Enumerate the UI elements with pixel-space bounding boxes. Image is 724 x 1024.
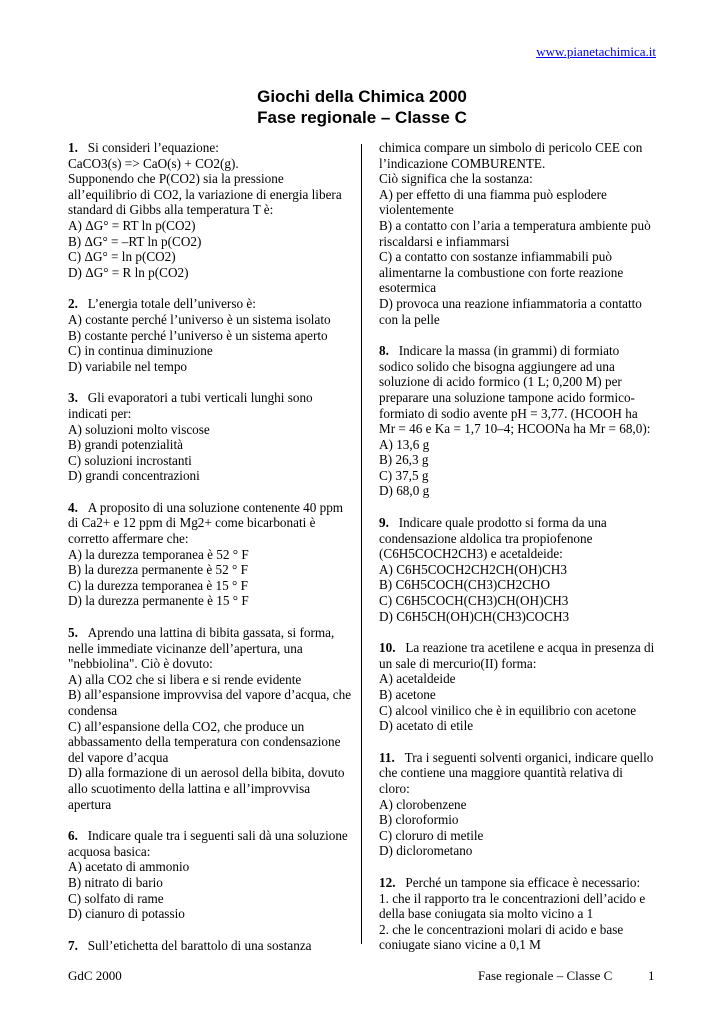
- question-5: [68, 625, 352, 812]
- question-text: L’energia totale dell’universo è:: [87, 296, 256, 312]
- option-a: A) la durezza temporanea è 52 ° F: [68, 546, 249, 562]
- column-divider: [361, 144, 362, 944]
- question-1: [68, 140, 352, 280]
- option-a: A) ΔG° = RT ln p(CO2): [68, 217, 196, 233]
- question-number: 3.: [68, 390, 78, 406]
- question-7-start: [68, 938, 352, 954]
- right-column: [379, 140, 656, 969]
- option-d: D) 68,0 g: [379, 483, 430, 499]
- option-c: C) solfato di rame: [68, 890, 164, 906]
- question-2: [68, 296, 352, 374]
- condition-2: 2. che le concentrazioni molari di acido e base coniugate siano vicine a 0,1 M: [379, 921, 624, 953]
- option-a: A) clorobenzene: [379, 796, 467, 812]
- option-d: D) variabile nel tempo: [68, 358, 188, 374]
- option-d: D) C6H5CH(OH)CH(CH3)COCH3: [379, 608, 570, 624]
- option-b: B) all’espansione improvvisa del vapore d’acqua, che condensa: [68, 687, 352, 718]
- question-10: [379, 640, 656, 734]
- question-subtext: Ciò significa che la sostanza:: [379, 171, 533, 187]
- option-b: B) grandi potenzialità: [68, 437, 183, 453]
- option-b: B) la durezza permanente è 52 ° F: [68, 562, 248, 578]
- question-text: Indicare quale tra i seguenti sali dà una soluzione acquosa basica:: [68, 828, 348, 859]
- option-c: C) la durezza temporanea è 15 ° F: [68, 577, 248, 593]
- option-a: A) alla CO2 che si libera e si rende evidente: [68, 671, 302, 687]
- option-c: C) soluzioni incrostanti: [68, 452, 192, 468]
- question-number: 8.: [379, 343, 389, 359]
- question-7-continued: [379, 140, 656, 327]
- option-d: D) provoca una reazione infiammatoria a contatto con la pelle: [379, 295, 642, 327]
- question-number: 12.: [379, 874, 396, 890]
- question-number: 4.: [68, 499, 78, 515]
- equation: CaCO3(s) => CaO(s) + CO2(g).: [68, 155, 239, 171]
- question-text: Indicare la massa (in grammi) di formiato sodico solido che bisogna aggiungere ad una soluzione di acido formico (1 L; 0,200 M) per preparare una soluzione tampone acido formico-formiato di sodio avente pH = 3,77. (HCOOH ha Mr = 46 e Ka = 1,7 10–4; HCOONa ha Mr = 68,0):: [379, 343, 651, 437]
- option-b: B) acetone: [379, 687, 436, 702]
- question-stem: Si consideri l’equazione:: [87, 140, 219, 155]
- option-c: C) alcool vinilico che è in equilibrio con acetone: [379, 702, 637, 718]
- question-6: [68, 828, 352, 922]
- question-text: Aprendo una lattina di bibita gassata, si forma, nelle immediate vicinanze dell’apertura, una "nebbiolina". Ciò è dovuto:: [68, 625, 335, 672]
- option-a: A) costante perché l’universo è un sistema isolato: [68, 311, 331, 327]
- question-number: 9.: [379, 515, 389, 531]
- question-text: Sull’etichetta del barattolo di una sostanza: [87, 937, 312, 953]
- question-8: [379, 343, 656, 499]
- source-url[interactable]: www.pianetachimica.it: [536, 44, 656, 59]
- title-line-1: Giochi della Chimica 2000: [257, 87, 467, 106]
- option-d: D) la durezza permanente è 15 ° F: [68, 593, 249, 609]
- question-number: 7.: [68, 937, 78, 953]
- question-text: Gli evaporatori a tubi verticali lunghi sono indicati per:: [68, 390, 313, 421]
- option-c: C) in continua diminuzione: [68, 343, 213, 359]
- page-title: [0, 86, 724, 128]
- title-line-2: Fase regionale – Classe C: [257, 108, 467, 127]
- question-9: [379, 515, 656, 624]
- question-text: Indicare quale prodotto si forma da una condensazione aldolica tra propiofenone (C6H5COCH2CH3) e acetaldeide:: [379, 515, 607, 562]
- option-b: B) nitrato di bario: [68, 874, 163, 890]
- condition-1: 1. che il rapporto tra le concentrazioni dell’acido e della base coniugata sia molto vicino a 1: [379, 890, 646, 922]
- question-text: Tra i seguenti solventi organici, indicare quello che contiene una maggiore quantità relativa di cloro:: [379, 749, 654, 796]
- option-d: D) diclorometano: [379, 843, 473, 859]
- option-c: C) C6H5COCH(CH3)CH(OH)CH3: [379, 593, 569, 609]
- question-number: 10.: [379, 640, 396, 656]
- question-3: [68, 390, 352, 484]
- option-c: C) a contatto con sostanze infiammabili può alimentarne la combustione con forte reazione esotermica: [379, 249, 624, 296]
- option-c: C) cloruro di metile: [379, 827, 484, 843]
- page-number: 1: [648, 968, 655, 983]
- option-a: A) C6H5COCH2CH2CH(OH)CH3: [379, 561, 567, 577]
- option-b: B) a contatto con l’aria a temperatura ambiente può riscaldarsi e infiammarsi: [379, 217, 651, 249]
- option-d: D) grandi concentrazioni: [68, 468, 200, 484]
- question-number: 6.: [68, 828, 78, 844]
- question-11: [379, 750, 656, 859]
- left-column: [68, 140, 352, 969]
- option-d: D) acetato di etile: [379, 718, 474, 734]
- option-a: A) acetaldeide: [379, 671, 456, 687]
- question-number: 11.: [379, 749, 395, 765]
- option-a: A) acetato di ammonio: [68, 859, 190, 875]
- option-d: D) cianuro di potassio: [68, 906, 185, 922]
- option-b: B) 26,3 g: [379, 452, 429, 468]
- option-a: A) soluzioni molto viscose: [68, 421, 210, 437]
- option-c: C) 37,5 g: [379, 467, 429, 483]
- question-4: [68, 500, 352, 609]
- question-text: La reazione tra acetilene e acqua in presenza di un sale di mercurio(II) forma:: [379, 640, 655, 671]
- footer-middle: Fase regionale – Classe C: [478, 968, 613, 983]
- question-text: Supponendo che P(CO2) sia la pressione all’equilibrio di CO2, la variazione di energia libera standard di Gibbs alla temperatura T è:: [68, 171, 342, 218]
- question-text: A proposito di una soluzione contenente 40 ppm di Ca2+ e 12 ppm di Mg2+ come bicarbonati è corretto affermare che:: [68, 499, 344, 547]
- question-text: chimica compare un simbolo di pericolo CEE con l’indicazione COMBURENTE.: [379, 140, 643, 171]
- option-a: A) per effetto di una fiamma può esplodere violentemente: [379, 186, 607, 218]
- footer-left: GdC 2000: [68, 968, 122, 983]
- option-c: C) ΔG° = ln p(CO2): [68, 249, 176, 265]
- option-b: B) costante perché l’universo è un sistema aperto: [68, 327, 328, 343]
- option-d: D) ΔG° = R ln p(CO2): [68, 264, 189, 280]
- question-text: Perché un tampone sia efficace è necessario:: [405, 874, 641, 890]
- option-b: B) ΔG° = –RT ln p(CO2): [68, 233, 202, 249]
- question-number: 1.: [68, 140, 78, 155]
- option-c: C) all’espansione della CO2, che produce un abbassamento della temperatura con condensazione del vapore d’acqua: [68, 718, 341, 765]
- option-a: A) 13,6 g: [379, 436, 430, 452]
- option-b: B) cloroformio: [379, 812, 459, 828]
- question-number: 2.: [68, 296, 78, 312]
- question-12: [379, 875, 656, 953]
- option-b: B) C6H5COCH(CH3)CH2CHO: [379, 577, 551, 593]
- question-number: 5.: [68, 625, 78, 641]
- option-d: D) alla formazione di un aerosol della bibita, dovuto allo scuotimento della lattina e all’improvvisa apertura: [68, 765, 345, 812]
